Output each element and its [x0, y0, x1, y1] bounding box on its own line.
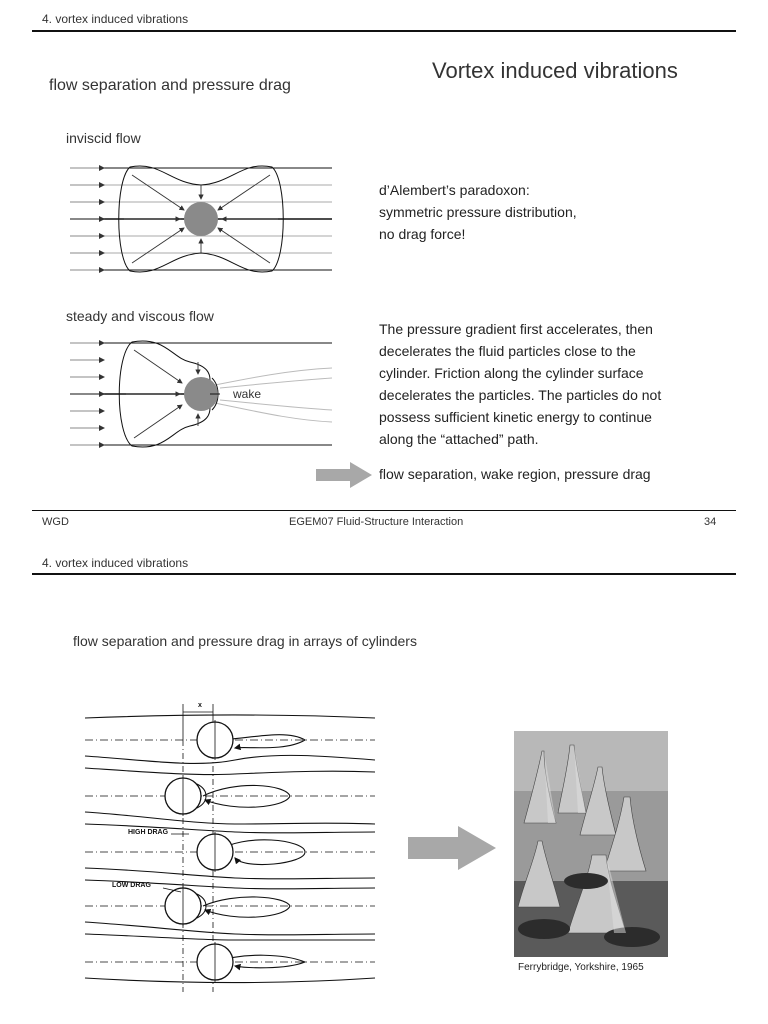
header-rule: [32, 30, 736, 32]
viscous-flow-label: steady and viscous flow: [66, 308, 214, 324]
paradox-line: symmetric pressure distribution,: [379, 204, 577, 220]
explanation-line: The pressure gradient first accelerates, then: [379, 321, 653, 337]
cylinder-shape: [184, 202, 218, 236]
paradox-line: no drag force!: [379, 226, 466, 242]
conclusion-text: flow separation, wake region, pressure drag: [379, 466, 651, 482]
section-header: 4. vortex induced vibrations: [42, 556, 189, 570]
header-rule: [32, 573, 736, 575]
cooling-towers-photo: [514, 731, 668, 957]
inviscid-flow-diagram: [60, 155, 340, 285]
footer-author: WGD: [42, 516, 69, 528]
slide-subtitle: flow separation and pressure drag in arrays of cylinders: [73, 633, 417, 649]
inviscid-flow-label: inviscid flow: [66, 130, 141, 146]
explanation-line: possess sufficient kinetic energy to continue: [379, 409, 652, 425]
paradox-line: d’Alembert’s paradoxon:: [379, 182, 530, 198]
explanation-line: along the “attached” path.: [379, 431, 539, 447]
photo-caption: Ferrybridge, Yorkshire, 1965: [518, 962, 644, 973]
section-header: 4. vortex induced vibrations: [42, 12, 189, 26]
explanation-line: decelerates the particles. The particles do not: [379, 387, 662, 403]
footer-page-number: 34: [704, 516, 717, 528]
viscous-explanation: [379, 318, 661, 450]
low-drag-label: LOW DRAG: [112, 882, 151, 889]
right-arrow-icon: [316, 462, 372, 488]
footer-rule: [32, 510, 736, 511]
right-arrow-icon: [408, 826, 496, 870]
paradox-text: [379, 179, 577, 245]
viscous-flow-diagram: [60, 330, 340, 460]
explanation-line: decelerates the fluid particles close to the: [379, 343, 636, 359]
high-drag-label: HIGH DRAG: [128, 829, 169, 836]
slide-subtitle: flow separation and pressure drag: [49, 77, 291, 94]
explanation-line: cylinder. Friction along the cylinder surface: [379, 365, 644, 381]
spacing-label: x: [198, 702, 202, 709]
slide-title: Vortex induced vibrations: [432, 58, 678, 83]
footer-course: EGEM07 Fluid-Structure Interaction: [289, 516, 464, 528]
wake-label: wake: [233, 387, 262, 401]
cylinder-array-diagram: [85, 700, 380, 992]
